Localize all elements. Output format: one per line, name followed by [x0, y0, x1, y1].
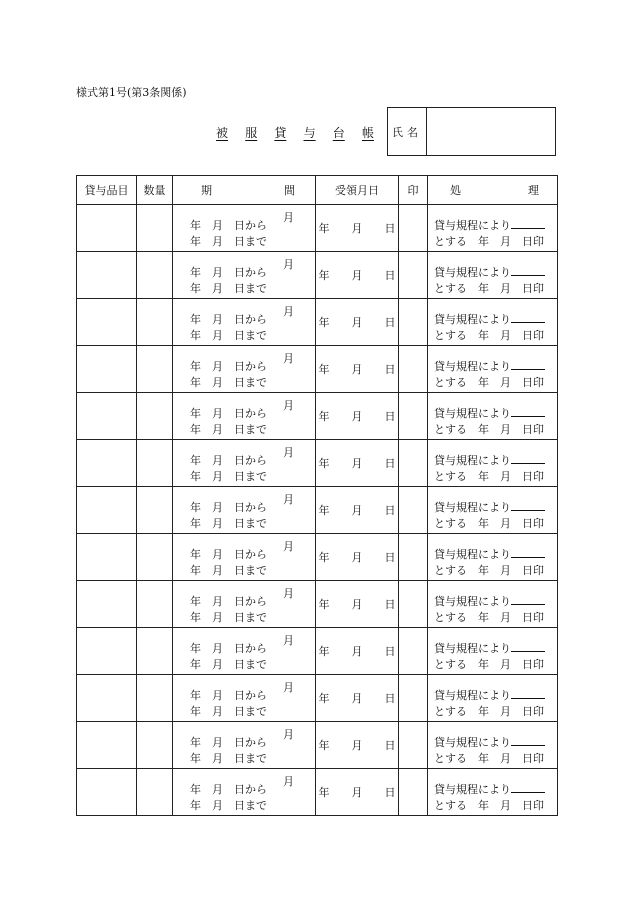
cell-quantity[interactable]: [137, 299, 173, 346]
period-month: 月: [283, 775, 294, 788]
disposal-line2: とする 年 月 日印: [434, 658, 544, 671]
cell-received-date[interactable]: [316, 393, 399, 440]
cell-seal[interactable]: [399, 722, 428, 769]
cell-item[interactable]: [77, 393, 137, 440]
cell-quantity[interactable]: [137, 628, 173, 675]
cell-disposal[interactable]: [428, 722, 558, 769]
disposal-line1: [434, 546, 545, 562]
period-month: 月: [283, 258, 294, 271]
ledger-table: [76, 175, 558, 816]
cell-disposal[interactable]: [428, 393, 558, 440]
name-label: 氏名: [388, 108, 427, 155]
cell-seal[interactable]: [399, 346, 428, 393]
disposal-line2: とする 年 月 日印: [434, 517, 544, 530]
period-from: 年 月 日から: [190, 783, 267, 796]
cell-received-date[interactable]: [316, 675, 399, 722]
cell-received-date[interactable]: [316, 252, 399, 299]
table-row: [77, 487, 558, 534]
cell-period[interactable]: [173, 346, 316, 393]
cell-period[interactable]: [173, 534, 316, 581]
title-char: 帳: [361, 126, 374, 140]
cell-disposal[interactable]: [428, 769, 558, 816]
period-from: 年 月 日から: [190, 736, 267, 749]
cell-seal[interactable]: [399, 769, 428, 816]
header-received-date: 受領月日: [316, 176, 399, 205]
disposal-blank[interactable]: [511, 734, 545, 746]
cell-quantity[interactable]: [137, 440, 173, 487]
name-field[interactable]: [427, 108, 555, 155]
period-to: 年 月 日まで: [190, 376, 267, 389]
received-date-text: 年 月 日: [318, 739, 396, 752]
document-title: [216, 124, 374, 141]
period-to: 年 月 日まで: [190, 564, 267, 577]
cell-disposal[interactable]: [428, 346, 558, 393]
received-date-text: 年 月 日: [318, 645, 396, 658]
disposal-blank[interactable]: [511, 358, 545, 370]
disposal-line1: [434, 358, 545, 374]
header-period-b: 間: [284, 184, 295, 197]
disposal-rule-text: 貸与規程により: [434, 736, 511, 749]
disposal-blank[interactable]: [511, 311, 545, 323]
disposal-blank[interactable]: [511, 452, 545, 464]
period-from: 年 月 日から: [190, 266, 267, 279]
disposal-line1: [434, 452, 545, 468]
disposal-line2: とする 年 月 日印: [434, 705, 544, 718]
cell-item[interactable]: [77, 205, 137, 252]
table-header-row: [77, 176, 558, 205]
disposal-line1: [434, 264, 545, 280]
cell-seal[interactable]: [399, 628, 428, 675]
period-from: 年 月 日から: [190, 360, 267, 373]
period-from: 年 月 日から: [190, 454, 267, 467]
cell-item[interactable]: [77, 675, 137, 722]
cell-received-date[interactable]: [316, 487, 399, 534]
table-row: [77, 675, 558, 722]
cell-received-date[interactable]: [316, 299, 399, 346]
cell-period[interactable]: [173, 252, 316, 299]
header-disposal-b: 理: [528, 184, 539, 197]
cell-period[interactable]: [173, 393, 316, 440]
cell-disposal[interactable]: [428, 487, 558, 534]
title-char: 服: [245, 126, 258, 140]
cell-disposal[interactable]: [428, 628, 558, 675]
disposal-line1: [434, 311, 545, 327]
received-date-text: 年 月 日: [318, 316, 396, 329]
period-from: 年 月 日から: [190, 407, 267, 420]
cell-seal[interactable]: [399, 299, 428, 346]
period-from: 年 月 日から: [190, 501, 267, 514]
period-to: 年 月 日まで: [190, 282, 267, 295]
cell-seal[interactable]: [399, 581, 428, 628]
cell-seal[interactable]: [399, 205, 428, 252]
cell-item[interactable]: [77, 534, 137, 581]
header-quantity: 数量: [137, 176, 173, 205]
period-month: 月: [283, 728, 294, 741]
period-to: 年 月 日まで: [190, 611, 267, 624]
cell-received-date[interactable]: [316, 722, 399, 769]
cell-received-date[interactable]: [316, 346, 399, 393]
period-month: 月: [283, 446, 294, 459]
disposal-line1: [434, 499, 545, 515]
cell-disposal[interactable]: [428, 581, 558, 628]
cell-received-date[interactable]: [316, 628, 399, 675]
received-date-text: 年 月 日: [318, 598, 396, 611]
cell-disposal[interactable]: [428, 675, 558, 722]
cell-seal[interactable]: [399, 393, 428, 440]
disposal-line2: とする 年 月 日印: [434, 423, 544, 436]
disposal-rule-text: 貸与規程により: [434, 501, 511, 514]
disposal-blank[interactable]: [511, 264, 545, 276]
received-date-text: 年 月 日: [318, 504, 396, 517]
header-disposal-a: 処: [450, 184, 461, 197]
cell-item[interactable]: [77, 487, 137, 534]
disposal-line1: [434, 593, 545, 609]
table-row: [77, 722, 558, 769]
period-from: 年 月 日から: [190, 689, 267, 702]
table-row: [77, 299, 558, 346]
disposal-blank[interactable]: [511, 640, 545, 652]
cell-period[interactable]: [173, 628, 316, 675]
cell-quantity[interactable]: [137, 205, 173, 252]
cell-quantity[interactable]: [137, 769, 173, 816]
cell-item[interactable]: [77, 440, 137, 487]
cell-period[interactable]: [173, 440, 316, 487]
header-disposal: [428, 176, 558, 205]
period-to: 年 月 日まで: [190, 329, 267, 342]
cell-item[interactable]: [77, 299, 137, 346]
disposal-blank[interactable]: [511, 405, 545, 417]
title-char: 台: [332, 126, 345, 140]
table-row: [77, 393, 558, 440]
table-row: [77, 252, 558, 299]
table-row: [77, 534, 558, 581]
disposal-line1: [434, 405, 545, 421]
disposal-rule-text: 貸与規程により: [434, 454, 511, 467]
disposal-line1: [434, 734, 545, 750]
period-month: 月: [283, 681, 294, 694]
cell-quantity[interactable]: [137, 581, 173, 628]
received-date-text: 年 月 日: [318, 222, 396, 235]
period-month: 月: [283, 211, 294, 224]
period-from: 年 月 日から: [190, 595, 267, 608]
received-date-text: 年 月 日: [318, 457, 396, 470]
cell-quantity[interactable]: [137, 675, 173, 722]
period-month: 月: [283, 540, 294, 553]
disposal-rule-text: 貸与規程により: [434, 689, 511, 702]
period-to: 年 月 日まで: [190, 799, 267, 812]
disposal-line2: とする 年 月 日印: [434, 282, 544, 295]
period-from: 年 月 日から: [190, 219, 267, 232]
title-char: 与: [303, 126, 316, 140]
name-box: [387, 107, 556, 156]
table-row: [77, 769, 558, 816]
disposal-line2: とする 年 月 日印: [434, 235, 544, 248]
cell-disposal[interactable]: [428, 534, 558, 581]
disposal-line2: とする 年 月 日印: [434, 799, 544, 812]
cell-item[interactable]: [77, 252, 137, 299]
ledger-body: [77, 205, 558, 816]
period-from: 年 月 日から: [190, 313, 267, 326]
cell-received-date[interactable]: [316, 769, 399, 816]
received-date-text: 年 月 日: [318, 410, 396, 423]
cell-quantity[interactable]: [137, 534, 173, 581]
disposal-rule-text: 貸与規程により: [434, 266, 511, 279]
cell-seal[interactable]: [399, 440, 428, 487]
period-month: 月: [283, 352, 294, 365]
cell-period[interactable]: [173, 205, 316, 252]
period-to: 年 月 日まで: [190, 235, 267, 248]
cell-period[interactable]: [173, 581, 316, 628]
cell-seal[interactable]: [399, 675, 428, 722]
disposal-rule-text: 貸与規程により: [434, 219, 511, 232]
disposal-rule-text: 貸与規程により: [434, 313, 511, 326]
disposal-blank[interactable]: [511, 687, 545, 699]
cell-period[interactable]: [173, 299, 316, 346]
cell-quantity[interactable]: [137, 487, 173, 534]
cell-quantity[interactable]: [137, 252, 173, 299]
disposal-line2: とする 年 月 日印: [434, 470, 544, 483]
disposal-line2: とする 年 月 日印: [434, 564, 544, 577]
cell-period[interactable]: [173, 722, 316, 769]
disposal-line1: [434, 217, 545, 233]
header-seal: 印: [399, 176, 428, 205]
cell-seal[interactable]: [399, 534, 428, 581]
cell-seal[interactable]: [399, 487, 428, 534]
cell-received-date[interactable]: [316, 581, 399, 628]
period-month: 月: [283, 493, 294, 506]
header-item: 貸与品目: [77, 176, 137, 205]
received-date-text: 年 月 日: [318, 786, 396, 799]
disposal-rule-text: 貸与規程により: [434, 783, 511, 796]
disposal-rule-text: 貸与規程により: [434, 407, 511, 420]
disposal-line1: [434, 640, 545, 656]
table-row: [77, 628, 558, 675]
title-char: 被: [216, 126, 229, 140]
cell-seal[interactable]: [399, 252, 428, 299]
disposal-rule-text: 貸与規程により: [434, 642, 511, 655]
received-date-text: 年 月 日: [318, 692, 396, 705]
disposal-line1: [434, 687, 545, 703]
received-date-text: 年 月 日: [318, 363, 396, 376]
disposal-rule-text: 貸与規程により: [434, 360, 511, 373]
disposal-blank[interactable]: [511, 546, 545, 558]
cell-disposal[interactable]: [428, 440, 558, 487]
period-month: 月: [283, 305, 294, 318]
period-to: 年 月 日まで: [190, 517, 267, 530]
received-date-text: 年 月 日: [318, 269, 396, 282]
header-period: [173, 176, 316, 205]
cell-received-date[interactable]: [316, 205, 399, 252]
period-to: 年 月 日まで: [190, 705, 267, 718]
cell-disposal[interactable]: [428, 205, 558, 252]
disposal-blank[interactable]: [511, 781, 545, 793]
received-date-text: 年 月 日: [318, 551, 396, 564]
disposal-rule-text: 貸与規程により: [434, 595, 511, 608]
disposal-rule-text: 貸与規程により: [434, 548, 511, 561]
disposal-line2: とする 年 月 日印: [434, 752, 544, 765]
period-from: 年 月 日から: [190, 642, 267, 655]
table-row: [77, 205, 558, 252]
cell-received-date[interactable]: [316, 534, 399, 581]
cell-period[interactable]: [173, 769, 316, 816]
period-month: 月: [283, 634, 294, 647]
disposal-blank[interactable]: [511, 499, 545, 511]
disposal-line2: とする 年 月 日印: [434, 376, 544, 389]
period-month: 月: [283, 587, 294, 600]
period-to: 年 月 日まで: [190, 658, 267, 671]
cell-disposal[interactable]: [428, 299, 558, 346]
disposal-blank[interactable]: [511, 593, 545, 605]
disposal-blank[interactable]: [511, 217, 545, 229]
disposal-line2: とする 年 月 日印: [434, 611, 544, 624]
table-row: [77, 581, 558, 628]
cell-item[interactable]: [77, 769, 137, 816]
cell-item[interactable]: [77, 581, 137, 628]
period-to: 年 月 日まで: [190, 423, 267, 436]
cell-disposal[interactable]: [428, 252, 558, 299]
cell-quantity[interactable]: [137, 722, 173, 769]
disposal-line1: [434, 781, 545, 797]
cell-item[interactable]: [77, 346, 137, 393]
period-month: 月: [283, 399, 294, 412]
period-to: 年 月 日まで: [190, 470, 267, 483]
title-char: 貸: [274, 126, 287, 140]
period-from: 年 月 日から: [190, 548, 267, 561]
cell-quantity[interactable]: [137, 393, 173, 440]
cell-period[interactable]: [173, 675, 316, 722]
cell-quantity[interactable]: [137, 346, 173, 393]
table-row: [77, 346, 558, 393]
cell-item[interactable]: [77, 722, 137, 769]
disposal-line2: とする 年 月 日印: [434, 329, 544, 342]
form-number: 様式第1号(第3条関係): [76, 86, 187, 99]
period-to: 年 月 日まで: [190, 752, 267, 765]
table-row: [77, 440, 558, 487]
cell-period[interactable]: [173, 487, 316, 534]
cell-item[interactable]: [77, 628, 137, 675]
cell-received-date[interactable]: [316, 440, 399, 487]
header-period-a: 期: [201, 184, 212, 197]
